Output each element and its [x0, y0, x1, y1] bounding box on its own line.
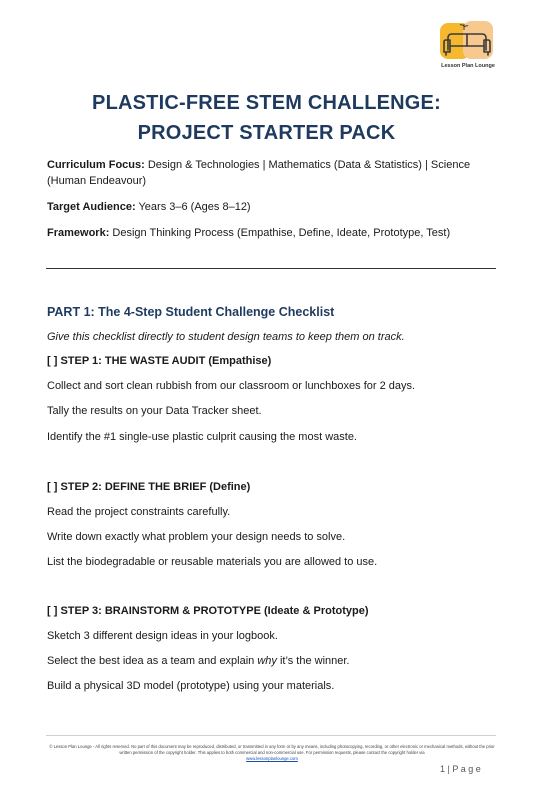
step3-item-2 [47, 655, 349, 667]
step3-item-2-emphasis: why [257, 655, 277, 667]
audience-value: Years 3–6 (Ages 8–12) [135, 201, 251, 213]
copyright-footer [48, 744, 496, 762]
title-line-1: PLASTIC-FREE STEM CHALLENGE: [92, 92, 441, 114]
curriculum-focus [47, 157, 497, 189]
step3-heading: [ ] STEP 3: BRAINSTORM & PROTOTYPE (Ideate & Prototype) [47, 605, 369, 617]
step3-item-1: Sketch 3 different design ideas in your logbook. [47, 630, 278, 642]
step3-item-2-tail: it’s the winner. [276, 655, 350, 667]
step2-item-2: Write down exactly what problem your design needs to solve. [47, 531, 346, 543]
step2-item-1: Read the project constraints carefully. [47, 506, 231, 518]
page-title [0, 88, 533, 148]
audience-label: Target Audience: [47, 201, 136, 213]
page-label: | P a g e [445, 764, 481, 774]
framework-label: Framework: [47, 227, 110, 239]
page-number-value: 1 [440, 764, 446, 774]
copyright-text: © Lesson Plan Lounge - All rights reserved. No part of this document may be reproduced, distributed, or transmitted in any form or by any means, including photocopying, recording, or other electronic or mechanical methods, without the prior written permission of the copyright holder. This applies to both commercial and non-commercial use. For permission requests, please contact the copyright holder via [49, 744, 495, 755]
page-number [440, 764, 481, 774]
curriculum-value: Design & Technologies | Mathematics (Data & Statistics) | Science (Human Endeavour) [47, 159, 471, 187]
website-link[interactable]: www.lessonplanlounge.com [246, 756, 298, 761]
step3-item-3: Build a physical 3D model (prototype) using your materials. [47, 680, 335, 692]
step2-item-3: List the biodegradable or reusable materials you are allowed to use. [47, 556, 378, 568]
target-audience [47, 199, 497, 215]
title-line-2: PROJECT STARTER PACK [137, 122, 396, 144]
footer-divider [46, 735, 496, 736]
curriculum-label: Curriculum Focus: [47, 159, 145, 171]
step2-heading: [ ] STEP 2: DEFINE THE BRIEF (Define) [47, 481, 251, 493]
section-divider [46, 268, 496, 269]
step1-item-2: Tally the results on your Data Tracker sheet. [47, 405, 262, 417]
part1-intro: Give this checklist directly to student design teams to keep them on track. [47, 331, 405, 343]
step1-item-1: Collect and sort clean rubbish from our classroom or lunchboxes for 2 days. [47, 380, 416, 392]
part1-heading: PART 1: The 4-Step Student Challenge Checklist [47, 305, 335, 319]
logo-wordmark: Lesson Plan Lounge [441, 63, 495, 69]
step1-item-3: Identify the #1 single-use plastic culprit causing the most waste. [47, 431, 357, 443]
framework [47, 225, 497, 241]
framework-value: Design Thinking Process (Empathise, Define, Ideate, Prototype, Test) [109, 227, 451, 239]
step3-item-2-head: Select the best idea as a team and explain [47, 655, 258, 667]
step1-heading: [ ] STEP 1: THE WASTE AUDIT (Empathise) [47, 355, 272, 367]
